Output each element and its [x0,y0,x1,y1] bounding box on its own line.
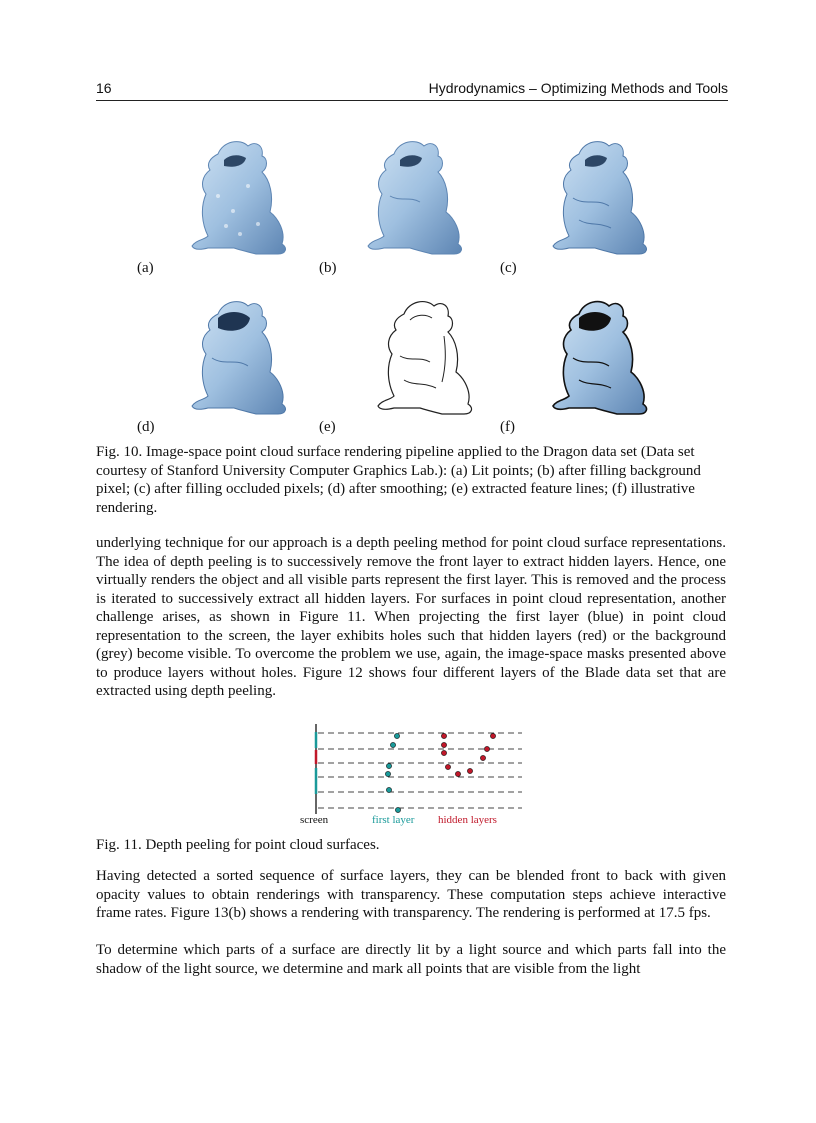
body-paragraph-2: Having detected a sorted sequence of surface layers, they can be blended front to back with given opacity values to obtain renderings with transparency. These computation steps achieve interactive frame rates. Figure 13(b) shows a rendering with transparency. The rendering is performed at 17.5 fps. [96,868,726,921]
panel-label-c: (c) [500,260,517,276]
figure10-panel-c [539,136,659,256]
figure11-diagram [300,720,530,830]
fig11-hidden-layers-label: hidden layers [438,814,497,826]
panel-label-b: (b) [319,260,337,276]
panel-label-a: (a) [137,260,154,276]
figure10-panel-b [354,136,474,256]
figure10-caption: Fig. 10. Image-space point cloud surface rendering pipeline applied to the Dragon data set (Data set courtesy of Stanford University Computer Graphics Lab.): (a) Lit points; (b) after filling background pixel; (c) after filling occluded pixels; (d) after smoothing; (e) extracted feature lines; (f) illustrative rendering. [96,444,701,516]
panel-label-d: (d) [137,419,155,435]
figure11-caption: Fig. 11. Depth peeling for point cloud surfaces. [96,837,380,853]
figure10-panel-a [178,136,298,256]
page-header [96,80,728,101]
panel-label-f: (f) [500,419,515,435]
panel-label-e: (e) [319,419,336,435]
figure10-panel-e [364,296,484,416]
body-paragraph-1: underlying technique for our approach is a depth peeling method for point cloud surface representations. The idea of depth peeling is to successively remove the front layer to extract hidden layers. Hence, one virtually renders the object and all visible parts represent the first layer. This is removed and the process is iterated to successively extract all hidden layers. For surfaces in point cloud representation, another challenge arises, as shown in Figure 11. When projecting the first layer (blue) in point cloud representation to the screen, the layer exhibits holes such that hidden layers (red) or the background (grey) become visible. To overcome the problem we use, again, the image-space masks presented above to produce layers without holes. Figure 12 shows four different layers of the Blade data set that are extracted using depth peeling. [96,535,726,699]
fig11-screen-label: screen [300,814,329,826]
figure10-panel-d [178,296,298,416]
running-title: Hydrodynamics – Optimizing Methods and Tools [428,80,728,96]
body-paragraph-3: To determine which parts of a surface are directly lit by a light source and which parts fall into the shadow of the light source, we determine and mark all points that are visible from the light [96,942,726,977]
fig11-first-layer-label: first layer [372,814,415,826]
figure10-panel-f [539,296,659,416]
page-number: 16 [96,80,112,96]
